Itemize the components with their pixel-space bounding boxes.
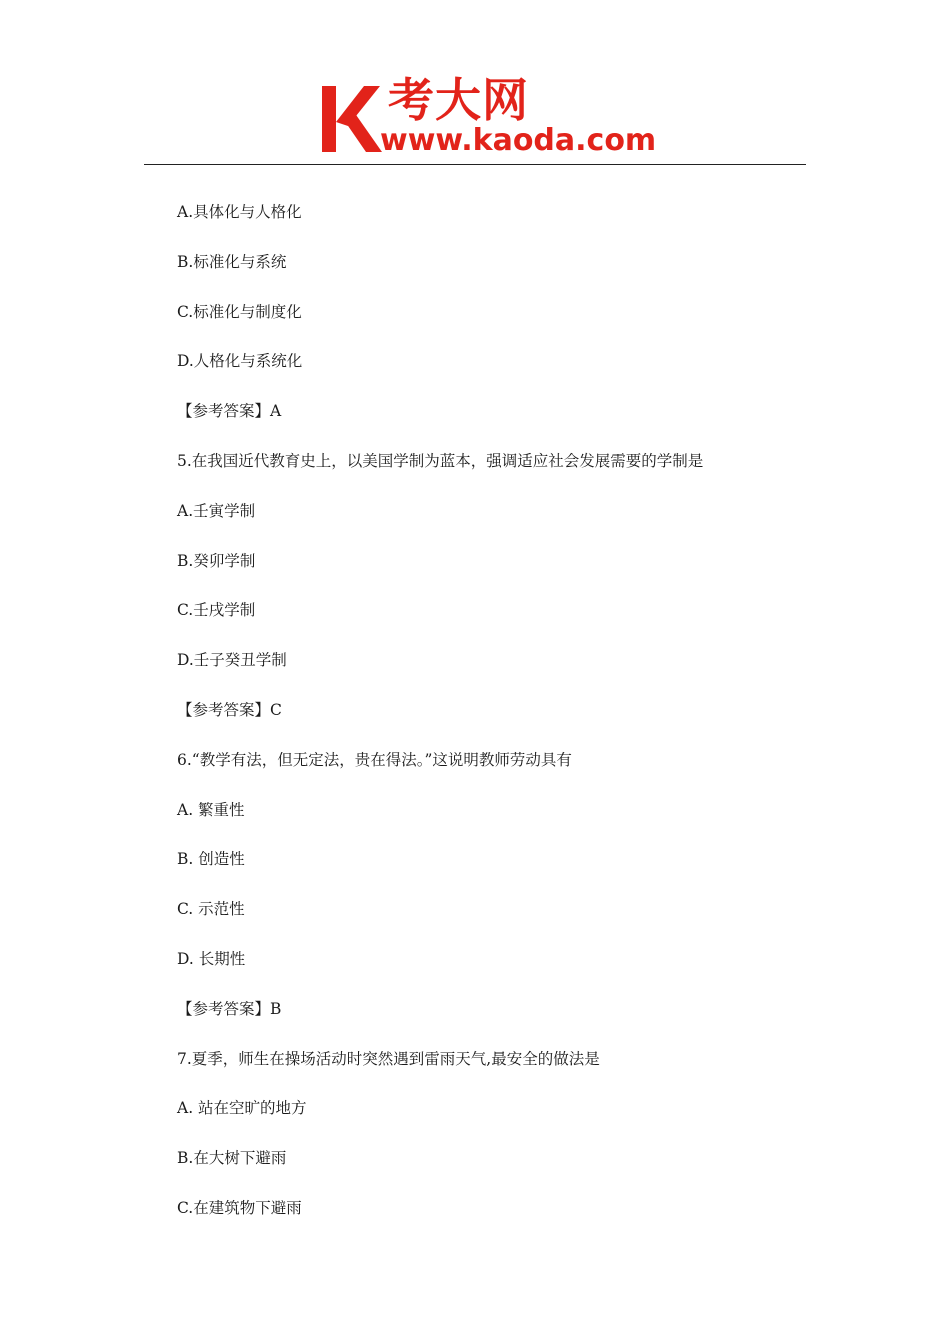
option-line: C. 示范性 [177, 900, 245, 919]
question-line: 6.“教学有法，但无定法，贵在得法。”这说明教师劳动具有 [177, 750, 572, 769]
option-line: A.壬寅学制 [177, 501, 256, 520]
option-line: B.癸卯学制 [177, 551, 256, 570]
question-line: 7.夏季，师生在操场活动时突然遇到雷雨天气,最安全的做法是 [177, 1049, 600, 1068]
option-line: C.标准化与制度化 [177, 302, 302, 321]
option-line: B. 创造性 [177, 850, 245, 869]
document-body [177, 198, 877, 1244]
option-line: D. 长期性 [177, 949, 246, 968]
question-line: 5.在我国近代教育史上，以美国学制为蓝本，强调适应社会发展需要的学制是 [177, 451, 704, 470]
page-header [0, 0, 950, 170]
option-line: C.壬戌学制 [177, 601, 256, 620]
logo-k-icon [318, 82, 384, 154]
option-line: A. 站在空旷的地方 [177, 1099, 307, 1118]
answer-line: 【参考答案】B [177, 999, 282, 1018]
answer-line: 【参考答案】A [177, 402, 282, 421]
logo-chinese-text: 考大网 [388, 73, 529, 127]
kaoda-logo[interactable] [318, 73, 657, 162]
answer-line: 【参考答案】C [177, 700, 282, 719]
option-line: D.壬子癸丑学制 [177, 651, 287, 670]
header-divider [144, 164, 806, 165]
option-line: B.在大树下避雨 [177, 1149, 287, 1168]
option-line: A.具体化与人格化 [177, 203, 302, 221]
option-line: B.标准化与系统 [177, 252, 287, 271]
option-line: C.在建筑物下避雨 [177, 1198, 302, 1217]
option-line: A. 繁重性 [177, 800, 245, 819]
logo-url-text: www.kaoda.com [380, 123, 657, 158]
option-line: D.人格化与系统化 [177, 352, 303, 371]
